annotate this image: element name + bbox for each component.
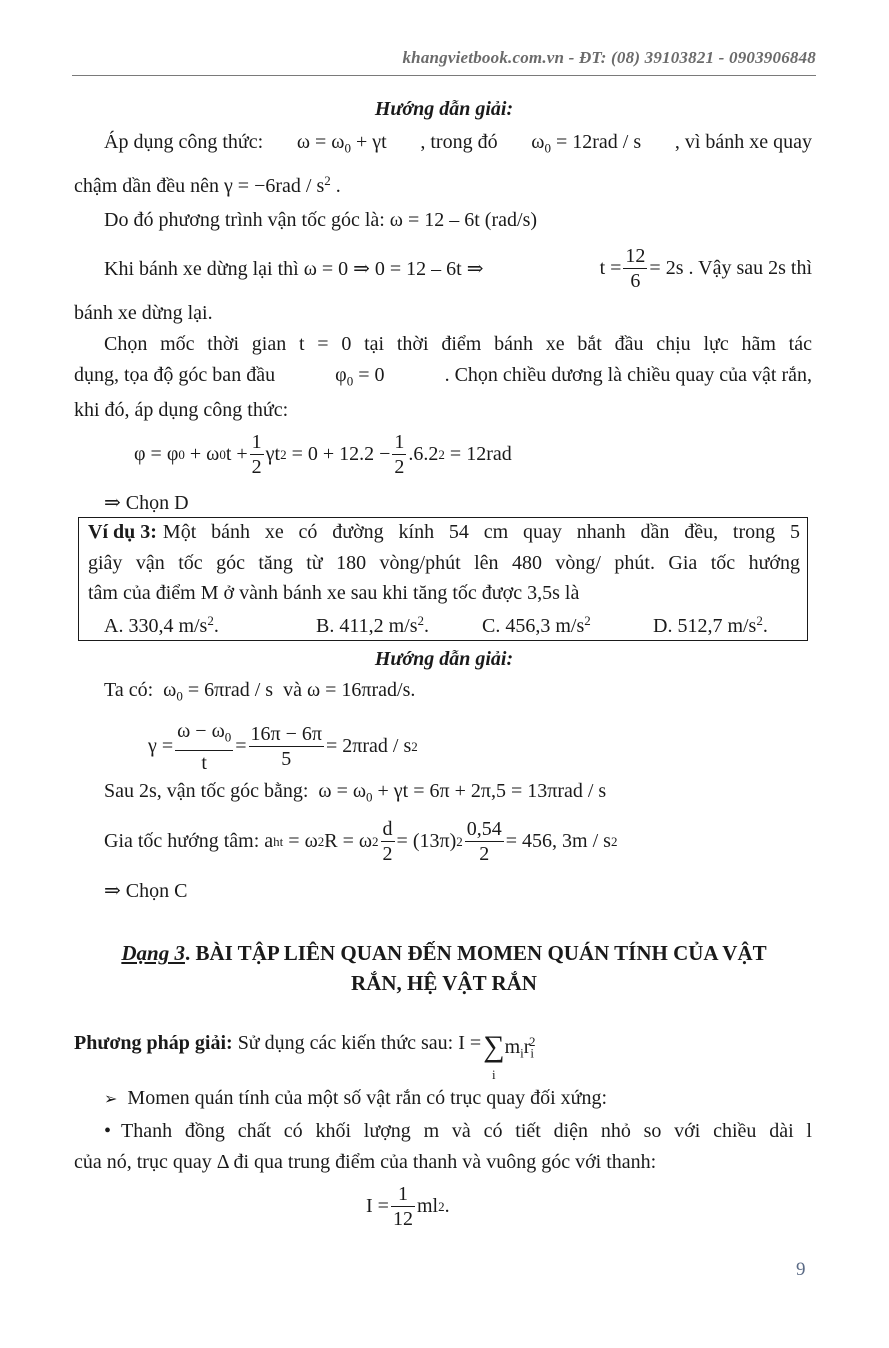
text: , trong đó <box>420 131 498 153</box>
header-divider <box>72 75 816 76</box>
formula-omega0: $\omega_0 = 12rad / s$ <box>531 131 642 156</box>
page-header <box>72 48 816 68</box>
equation-phi: φ = φ 0 + ω 0 t + $\frac{1}{2}$ γt 2 = 0 + 12.2 − $\frac{1}{2}$ .6.2 2 = 12rad <box>134 431 512 478</box>
solution-heading: Hướng dẫn giải: <box>374 98 514 120</box>
option-c[interactable]: C. 456,3 $m/s^2$ <box>482 613 591 638</box>
arrow-bullet-icon: ➢ <box>104 1091 118 1108</box>
section-label: Dạng 3 <box>121 941 185 965</box>
formula-omega: $\omega = \omega_0 + \gamma t$ <box>296 131 387 156</box>
method-line: Phương pháp giải: Sử dụng các kiến thức sau: I = ∑ i $m_ir_i^2$ <box>74 1030 536 1082</box>
bullet-item-2-line-1: • Thanh đồng chất có khối lượng m và có tiết diện nhỏ so với chiều dài l <box>104 1120 812 1142</box>
method-label: Phương pháp giải: <box>74 1032 233 1054</box>
solution1-paragraph-4-line-3: khi đó, áp dụng công thức: <box>74 399 289 421</box>
option-d[interactable]: D. 512,7 $m/s^2$. <box>653 613 768 638</box>
option-b[interactable]: B. 411,2 $m/s^2$. <box>316 613 429 638</box>
example-3-line-2: giây vận tốc góc tăng từ 180 vòng/phút lên 480 vòng/ phút. Gia tốc hướng <box>88 552 800 574</box>
solution2-velocity: Sau 2s, vận tốc góc bằng: $\omega = \omega_0 + \gamma t = 6\pi + 2\pi,5 = 13\pi rad / s$ <box>104 780 607 805</box>
solution1-paragraph-1-line-2: chậm dần đều nên $\gamma = -6rad / s^2$ . <box>74 173 341 198</box>
solution1-paragraph-2: Do đó phương trình vận tốc góc là: ω = 12 – 6t (rad/s) <box>104 209 538 231</box>
formula-gamma: $\gamma = -6rad / s^2$ <box>223 173 331 198</box>
fraction: $\frac{12}{6}$ <box>625 245 646 292</box>
example-3-line-3: tâm của điểm M ở vành bánh xe sau khi tăng tốc được 3,5s là <box>88 582 580 604</box>
answer-choose-c: ⇒ Chọn C <box>104 880 188 902</box>
bullet-item-2-line-2: của nó, trục quay Δ đi qua trung điểm của thanh và vuông góc với thanh: <box>74 1151 657 1173</box>
solution1-paragraph-1 <box>104 131 812 157</box>
option-a[interactable]: A. 330,4 $m/s^2$. <box>104 613 219 638</box>
solution2-given: Ta có: $\omega_0 = 6\pi rad / s$ và ω = 16πrad/s. <box>104 679 416 704</box>
section-3-title-line-2: RẮN, HỆ VẬT RẮN <box>351 971 537 995</box>
example-label: Ví dụ 3: <box>88 521 157 543</box>
solution1-paragraph-3-line-2: bánh xe dừng lại. <box>74 302 213 324</box>
text: , vì bánh xe quay <box>674 131 812 153</box>
example-3-line-1: Ví dụ 3: Một bánh xe có đường kính 54 cm quay nhanh dần đều, trong 5 <box>88 521 800 543</box>
header-site: khangvietbook.com.vn <box>402 48 565 67</box>
solution1-paragraph-3: Khi bánh xe dừng lại thì ω = 0 ⇒ 0 = 12 – 6t ⇒ t = $\frac{12}{6}$ = 2s . Vậy sau 2s thì <box>104 245 812 292</box>
solution1-paragraph-4-line-1: Chọn mốc thời gian t = 0 tại thời điểm bánh xe bắt đầu chịu lực hãm tác <box>104 333 812 355</box>
equation-inertia: I = $\frac{1}{12}$ ml 2 . <box>366 1183 450 1230</box>
section-3-title-line-1: Dạng 3. BÀI TẬP LIÊN QUAN ĐẾN MOMEN QUÁN TÍNH CỦA VẬT <box>121 941 767 965</box>
solution1-paragraph-4-line-2: dụng, tọa độ góc ban đầu $\varphi_0 = 0$ . Chọn chiều dương là chiều quay của vật rắn, <box>74 364 812 389</box>
text: Áp dụng công thức: <box>104 131 264 153</box>
header-contact: - ĐT: (08) 39103821 - 0903906848 <box>568 48 816 67</box>
bullet-item-1: ➢ Momen quán tính của một số vật rắn có trục quay đối xứng: <box>104 1087 608 1109</box>
answer-choose-d: ⇒ Chọn D <box>104 492 189 514</box>
sigma-icon: ∑ <box>483 1030 505 1063</box>
page-number: 9 <box>796 1259 806 1280</box>
solution2-centripetal: Gia tốc hướng tâm: a ht = ω 2 R = ω 2 $\frac{d}{2}$ = (13π) 2 $\frac{0,54}{2}$ = 456, 3m / s 2 <box>104 818 618 865</box>
equation-gamma: γ = $\frac{\omega - \omega_0}{t}$ = $\frac{16\pi - 6\pi}{5}$ = 2πrad / s 2 <box>148 720 418 774</box>
solution-heading-2: Hướng dẫn giải: <box>374 648 514 670</box>
dot-bullet-icon: • <box>104 1120 112 1142</box>
